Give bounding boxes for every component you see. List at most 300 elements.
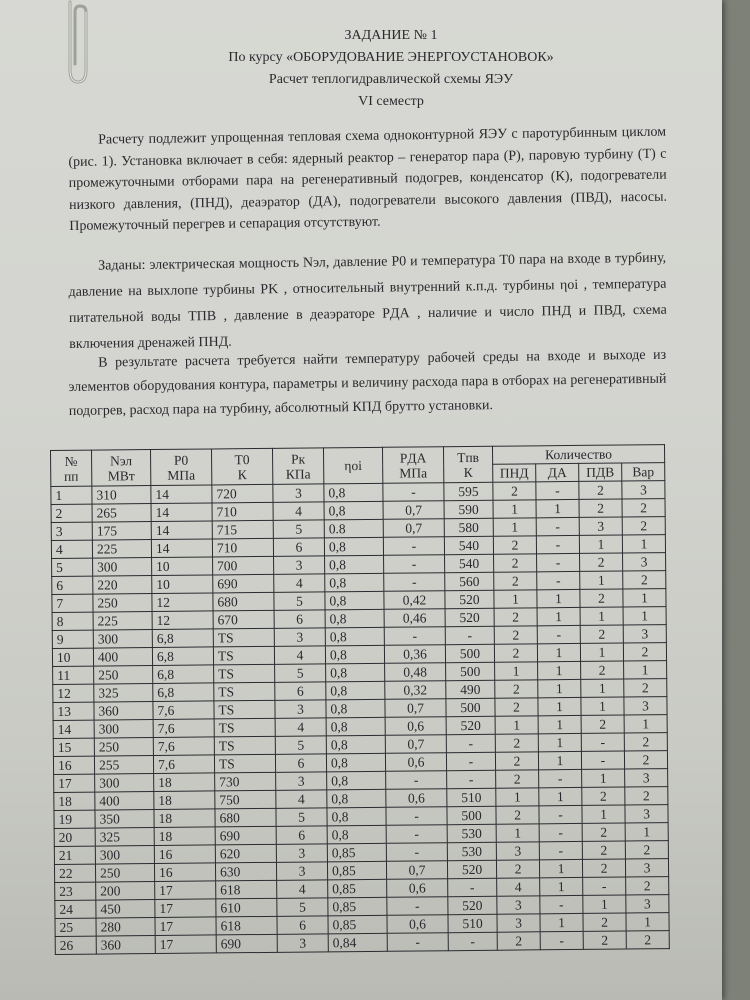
cell-p0: 6,8 — [153, 665, 214, 684]
cell-tpv: 510 — [448, 914, 497, 932]
cell-pnd: 1 — [493, 500, 536, 518]
cell-number: 21 — [54, 846, 95, 864]
cell-t0: 700 — [213, 556, 274, 575]
cell-da: 1 — [538, 715, 581, 733]
cell-power: 400 — [95, 792, 154, 811]
cell-variant: 2 — [623, 571, 666, 589]
cell-pk: 3 — [276, 844, 327, 862]
cell-pk: 4 — [275, 718, 326, 736]
cell-efficiency: 0,84 — [328, 933, 387, 952]
cell-efficiency: 0,85 — [328, 897, 387, 916]
cell-efficiency: 0,85 — [328, 879, 387, 898]
cell-power: 350 — [95, 810, 154, 829]
course-title: По курсу «ОБОРУДОВАНИЕ ЭНЕРГОУСТАНОВОК» — [228, 50, 554, 65]
cell-t0: TS — [214, 736, 275, 755]
cell-number: 7 — [52, 594, 93, 612]
cell-power: 250 — [94, 738, 153, 757]
cell-tpv: 540 — [444, 536, 493, 554]
cell-tpv: 500 — [445, 644, 494, 662]
cell-tpv: 590 — [444, 500, 493, 518]
cell-p0: 18 — [154, 791, 215, 810]
cell-pk: 6 — [273, 538, 324, 556]
cell-variant: 1 — [626, 913, 669, 931]
cell-variant: 2 — [625, 841, 668, 859]
cell-t0: 750 — [215, 790, 276, 809]
cell-efficiency: 0,85 — [327, 861, 386, 880]
cell-pk: 3 — [277, 934, 328, 952]
cell-number: 19 — [54, 810, 95, 828]
cell-tpv: 540 — [445, 554, 494, 572]
cell-variant: 2 — [622, 517, 665, 535]
cell-t0: 690 — [213, 574, 274, 593]
cell-da: - — [539, 823, 582, 841]
cell-t0: TS — [213, 628, 274, 647]
cell-p0: 7,6 — [153, 719, 214, 738]
cell-number: 25 — [55, 918, 96, 936]
cell-pk: 6 — [274, 610, 325, 628]
cell-pdv: 1 — [581, 697, 624, 715]
cell-p0: 17 — [155, 899, 216, 918]
cell-efficiency: 0.8 — [324, 519, 383, 538]
cell-t0: TS — [214, 682, 275, 701]
cell-pdv: 3 — [579, 517, 622, 535]
cell-tpv: - — [448, 878, 497, 896]
cell-pk: 5 — [275, 664, 326, 682]
cell-pda: 0,7 — [383, 501, 444, 520]
cell-number: 23 — [55, 882, 96, 900]
cell-pnd: 4 — [497, 878, 540, 896]
cell-power: 400 — [93, 648, 152, 667]
cell-tpv: 520 — [445, 608, 494, 626]
cell-t0: 715 — [212, 520, 273, 539]
cell-efficiency: 0,8 — [326, 753, 385, 772]
cell-p0: 12 — [152, 611, 213, 630]
cell-pdv: 2 — [579, 499, 622, 517]
semester-label: VI семестр — [358, 94, 424, 109]
cell-tpv: 500 — [447, 806, 496, 824]
cell-da: - — [540, 895, 583, 913]
cell-variant: 1 — [623, 607, 666, 625]
cell-da: 1 — [540, 913, 583, 931]
cell-da: 1 — [538, 733, 581, 751]
cell-variant: 2 — [625, 787, 668, 805]
cell-tpv: 530 — [447, 824, 496, 842]
cell-tpv: 520 — [446, 716, 495, 734]
cell-p0: 7,6 — [153, 737, 214, 756]
cell-pnd: 2 — [496, 860, 539, 878]
cell-pdv: 2 — [580, 589, 623, 607]
cell-pk: 3 — [276, 772, 327, 790]
cell-power: 225 — [93, 612, 152, 631]
cell-tpv: 560 — [445, 572, 494, 590]
cell-t0: 618 — [216, 916, 277, 935]
cell-pdv: - — [583, 877, 626, 895]
cell-pnd: 1 — [494, 590, 537, 608]
assignment-title: ЗАДАНИЕ № 1 — [344, 28, 438, 43]
cell-pdv: 1 — [580, 571, 623, 589]
cell-tpv: - — [446, 734, 495, 752]
variants-table — [50, 444, 670, 955]
cell-p0: 18 — [154, 809, 215, 828]
cell-pnd: 2 — [494, 554, 537, 572]
cell-number: 12 — [53, 684, 94, 702]
cell-pnd: 2 — [495, 734, 538, 752]
cell-da: - — [539, 769, 582, 787]
cell-t0: 630 — [215, 862, 276, 881]
cell-pnd: 2 — [496, 806, 539, 824]
cell-number: 10 — [52, 648, 93, 666]
cell-pda: 0,7 — [385, 735, 446, 754]
cell-variant: 1 — [624, 715, 667, 733]
cell-pdv: - — [581, 751, 624, 769]
cell-power: 265 — [92, 504, 151, 523]
cell-variant: 1 — [622, 535, 665, 553]
cell-pdv: 2 — [582, 859, 625, 877]
cell-pdv: 1 — [580, 643, 623, 661]
cell-pk: 5 — [273, 520, 324, 538]
cell-tpv: 595 — [444, 482, 493, 500]
cell-pdv: 2 — [580, 553, 623, 571]
cell-variant: 2 — [626, 877, 669, 895]
given-parameters-paragraph: Заданы: электрическая мощность Nэл, давление P0 и температура T0 пара на входе в турбину, давление на выхлопе турбины PK , относительный внутренний к.п.д. турбины ηoi , температура питательной воды TПВ , давление в деаэраторе PДА , наличие и число ПНД и ПВД, схема включения дренажей ПНД. — [68, 250, 667, 352]
cell-p0: 16 — [154, 863, 215, 882]
cell-efficiency: 0,8 — [326, 663, 385, 682]
cell-pnd: 2 — [497, 932, 540, 950]
cell-number: 5 — [52, 558, 93, 576]
cell-pda: - — [383, 483, 444, 502]
cell-variant: 3 — [625, 805, 668, 823]
cell-power: 255 — [94, 756, 153, 775]
cell-t0: TS — [214, 718, 275, 737]
col-header-tpv: Tпв К — [443, 446, 492, 482]
cell-p0: 18 — [154, 773, 215, 792]
cell-variant: 2 — [624, 751, 667, 769]
cell-variant: 2 — [622, 499, 665, 517]
cell-p0: 14 — [151, 521, 212, 540]
cell-da: 1 — [537, 589, 580, 607]
cell-tpv: 510 — [447, 788, 496, 806]
cell-number: 13 — [53, 702, 94, 720]
cell-tpv: 500 — [446, 698, 495, 716]
cell-variant: 1 — [624, 661, 667, 679]
cell-power: 300 — [95, 774, 154, 793]
col-header-pda: PДА МПа — [382, 447, 443, 484]
cell-pdv: 1 — [582, 805, 625, 823]
cell-number: 26 — [55, 936, 96, 954]
cell-number: 2 — [51, 504, 92, 522]
cell-number: 24 — [55, 900, 96, 918]
col-header-pk: Pк КПа — [272, 448, 323, 484]
cell-number: 6 — [52, 576, 93, 594]
cell-number: 11 — [53, 666, 94, 684]
cell-da: 1 — [538, 661, 581, 679]
cell-pdv: 2 — [580, 625, 623, 643]
cell-pnd: 1 — [496, 788, 539, 806]
cell-tpv: - — [448, 932, 497, 950]
cell-da: - — [536, 535, 579, 553]
cell-pdv: 2 — [583, 931, 626, 949]
cell-pnd: 2 — [493, 536, 536, 554]
cell-pda: 0,6 — [385, 717, 446, 736]
cell-p0: 18 — [154, 827, 215, 846]
cell-p0: 10 — [152, 575, 213, 594]
cell-da: 1 — [539, 859, 582, 877]
cell-power: 360 — [94, 702, 153, 721]
cell-p0: 17 — [155, 917, 216, 936]
cell-efficiency: 0,8 — [324, 537, 383, 556]
col-header-pnd: ПНД — [493, 464, 536, 482]
cell-pnd: 1 — [495, 716, 538, 734]
cell-tpv: 530 — [447, 842, 496, 860]
cell-pda: - — [384, 627, 445, 646]
cell-variant: 3 — [622, 481, 665, 499]
cell-pda: - — [386, 771, 447, 790]
cell-pda: 0,46 — [384, 609, 445, 628]
cell-pnd: 2 — [495, 752, 538, 770]
cell-efficiency: 0,8 — [327, 825, 386, 844]
cell-tpv: - — [445, 626, 494, 644]
cell-t0: 680 — [213, 592, 274, 611]
cell-t0: TS — [214, 700, 275, 719]
cell-p0: 7,6 — [153, 701, 214, 720]
cell-variant: 3 — [626, 895, 669, 913]
cell-number: 1 — [51, 486, 92, 504]
cell-efficiency: 0,8 — [325, 609, 384, 628]
cell-pdv: 2 — [579, 481, 622, 499]
cell-p0: 10 — [152, 557, 213, 576]
cell-tpv: - — [447, 770, 496, 788]
cell-number: 17 — [54, 774, 95, 792]
cell-efficiency: 0,8 — [326, 681, 385, 700]
cell-pnd: 2 — [495, 680, 538, 698]
cell-variant: 2 — [624, 679, 667, 697]
cell-tpv: 580 — [444, 518, 493, 536]
cell-da: 1 — [539, 787, 582, 805]
cell-pda: 0,36 — [384, 645, 445, 664]
cell-pk: 5 — [277, 898, 328, 916]
cell-pnd: 3 — [497, 914, 540, 932]
cell-da: 1 — [538, 679, 581, 697]
cell-power: 300 — [93, 630, 152, 649]
cell-pdv: 2 — [582, 823, 625, 841]
col-header-efficiency: ηoi — [323, 447, 382, 484]
cell-pnd: 2 — [494, 608, 537, 626]
col-header-pdv: ПДВ — [579, 463, 622, 481]
cell-t0: 670 — [213, 610, 274, 629]
cell-t0: 730 — [215, 772, 276, 791]
cell-power: 250 — [94, 666, 153, 685]
cell-pnd: 3 — [496, 842, 539, 860]
cell-efficiency: 0,85 — [327, 843, 386, 862]
col-header-da: ДА — [536, 463, 579, 481]
cell-pda: - — [387, 933, 448, 952]
cell-tpv: 490 — [446, 680, 495, 698]
cell-number: 9 — [52, 630, 93, 648]
cell-pda: 0,32 — [385, 681, 446, 700]
cell-efficiency: 0,8 — [326, 699, 385, 718]
cell-tpv: 500 — [446, 662, 495, 680]
cell-variant: 1 — [625, 823, 668, 841]
col-header-power: Nэл МВт — [92, 450, 151, 487]
cell-efficiency: 0,8 — [327, 771, 386, 790]
cell-tpv: 520 — [447, 860, 496, 878]
cell-efficiency: 0,8 — [325, 555, 384, 574]
cell-pda: - — [386, 825, 447, 844]
cell-power: 300 — [93, 558, 152, 577]
cell-da: - — [537, 553, 580, 571]
cell-p0: 6,8 — [152, 629, 213, 648]
cell-number: 14 — [53, 720, 94, 738]
cell-variant: 3 — [623, 625, 666, 643]
cell-da: 1 — [540, 877, 583, 895]
cell-efficiency: 0,8 — [327, 807, 386, 826]
cell-t0: 610 — [216, 898, 277, 917]
cell-pdv: 1 — [582, 769, 625, 787]
cell-pk: 5 — [274, 592, 325, 610]
cell-power: 300 — [94, 720, 153, 739]
cell-power: 175 — [92, 522, 151, 541]
cell-p0: 6,8 — [152, 647, 213, 666]
cell-pnd: 2 — [494, 644, 537, 662]
col-header-variant: Вар — [622, 463, 665, 481]
cell-pk: 5 — [276, 808, 327, 826]
cell-t0: 618 — [216, 880, 277, 899]
cell-power: 310 — [92, 486, 151, 505]
cell-power: 250 — [93, 594, 152, 613]
cell-pdv: - — [581, 733, 624, 751]
cell-t0: TS — [213, 646, 274, 665]
cell-t0: 710 — [212, 502, 273, 521]
cell-pnd: 1 — [493, 518, 536, 536]
cell-p0: 14 — [151, 539, 212, 558]
cell-pdv: 1 — [580, 607, 623, 625]
cell-pk: 4 — [274, 574, 325, 592]
cell-number: 3 — [51, 522, 92, 540]
cell-pnd: 2 — [496, 770, 539, 788]
cell-efficiency: 0,85 — [328, 915, 387, 934]
cell-pnd: 2 — [494, 572, 537, 590]
cell-variant: 3 — [625, 769, 668, 787]
cell-pk: 5 — [275, 736, 326, 754]
cell-efficiency: 0,8 — [326, 717, 385, 736]
cell-pda: 0,7 — [385, 699, 446, 718]
cell-pdv: 2 — [582, 787, 625, 805]
cell-pnd: 1 — [495, 662, 538, 680]
cell-number: 18 — [54, 792, 95, 810]
cell-tpv: 520 — [448, 896, 497, 914]
cell-pdv: 1 — [579, 535, 622, 553]
cell-pk: 6 — [275, 754, 326, 772]
required-results-paragraph: В результате расчета требуется найти температуру рабочей среды на входе и выходе из элементов оборудования контура, параметры и величину расхода пара в отборах на регенеративный подогрев, расход пара на турбину, абсолютный КПД брутто установки. — [68, 347, 667, 419]
cell-pk: 3 — [275, 700, 326, 718]
cell-pda: 0,6 — [385, 753, 446, 772]
cell-pnd: 3 — [497, 896, 540, 914]
cell-pda: 0,6 — [387, 915, 448, 934]
description-paragraph: Расчету подлежит упрощенная тепловая схема одноконтурной ЯЭУ с паротурбинным циклом (рис. 1). Установка включает в себя: ядерный реактор – генератор пара (Р), паровую турбину (Т) с промежуточными отборами пара на регенеративный подогрев, конденсатор (К), подогреватели низкого давления, (ПНД), деаэратор (ДА), подогреватели высокого давления (ПВД), насосы. Промежуточный перегрев и сепарация отсутствуют. — [68, 124, 668, 234]
cell-efficiency: 0,8 — [325, 627, 384, 646]
cell-pk: 4 — [273, 502, 324, 520]
cell-da: 1 — [537, 643, 580, 661]
cell-variant: 1 — [623, 589, 666, 607]
cell-power: 325 — [94, 684, 153, 703]
cell-p0: 12 — [152, 593, 213, 612]
cell-t0: TS — [214, 664, 275, 683]
cell-pda: - — [383, 537, 444, 556]
cell-power: 325 — [95, 828, 154, 847]
cell-efficiency: 0,8 — [325, 645, 384, 664]
cell-efficiency: 0,8 — [326, 735, 385, 754]
cell-da: - — [539, 841, 582, 859]
cell-power: 225 — [92, 540, 151, 559]
cell-da: - — [537, 571, 580, 589]
cell-efficiency: 0,8 — [325, 573, 384, 592]
cell-number: 22 — [54, 864, 95, 882]
cell-efficiency: 0,8 — [324, 483, 383, 502]
cell-pda: 0,42 — [384, 591, 445, 610]
cell-pk: 3 — [276, 862, 327, 880]
cell-p0: 16 — [154, 845, 215, 864]
cell-pk: 4 — [277, 880, 328, 898]
cell-da: - — [536, 517, 579, 535]
cell-variant: 3 — [624, 697, 667, 715]
cell-number: 4 — [51, 540, 92, 558]
cell-t0: 690 — [215, 826, 276, 845]
cell-da: 1 — [537, 607, 580, 625]
cell-pnd: 1 — [496, 824, 539, 842]
cell-pdv: 1 — [581, 679, 624, 697]
cell-pdv: 2 — [581, 661, 624, 679]
cell-efficiency: 0,8 — [324, 501, 383, 520]
cell-pda: - — [386, 807, 447, 826]
cell-p0: 7,6 — [153, 755, 214, 774]
cell-power: 250 — [95, 864, 154, 883]
cell-pda: 0,6 — [387, 879, 448, 898]
cell-da: - — [536, 481, 579, 499]
subject-title: Расчет теплогидравлической схемы ЯЭУ — [268, 72, 514, 87]
cell-pda: - — [384, 555, 445, 574]
cell-variant: 3 — [625, 859, 668, 877]
cell-number: 8 — [52, 612, 93, 630]
col-header-number: № пп — [51, 450, 92, 486]
cell-pk: 6 — [276, 826, 327, 844]
cell-t0: TS — [214, 754, 275, 773]
cell-efficiency: 0,8 — [327, 789, 386, 808]
cell-t0: 690 — [216, 934, 277, 953]
cell-number: 20 — [54, 828, 95, 846]
cell-da: - — [537, 625, 580, 643]
cell-pda: 0,7 — [383, 519, 444, 538]
cell-pda: 0,7 — [386, 861, 447, 880]
cell-da: 1 — [538, 697, 581, 715]
cell-p0: 14 — [151, 503, 212, 522]
cell-tpv: 520 — [445, 590, 494, 608]
cell-pnd: 2 — [494, 626, 537, 644]
cell-pk: 3 — [274, 556, 325, 574]
cell-da: 1 — [538, 751, 581, 769]
cell-power: 300 — [95, 846, 154, 865]
cell-pk: 3 — [274, 628, 325, 646]
col-header-quantity: Количество — [492, 445, 664, 465]
cell-variant: 2 — [626, 931, 669, 949]
cell-efficiency: 0,8 — [325, 591, 384, 610]
cell-pdv: 2 — [582, 841, 625, 859]
cell-power: 360 — [96, 936, 155, 955]
cell-power: 450 — [96, 900, 155, 919]
cell-pdv: 2 — [581, 715, 624, 733]
cell-pda: - — [386, 843, 447, 862]
cell-variant: 2 — [623, 643, 666, 661]
cell-pk: 6 — [277, 916, 328, 934]
